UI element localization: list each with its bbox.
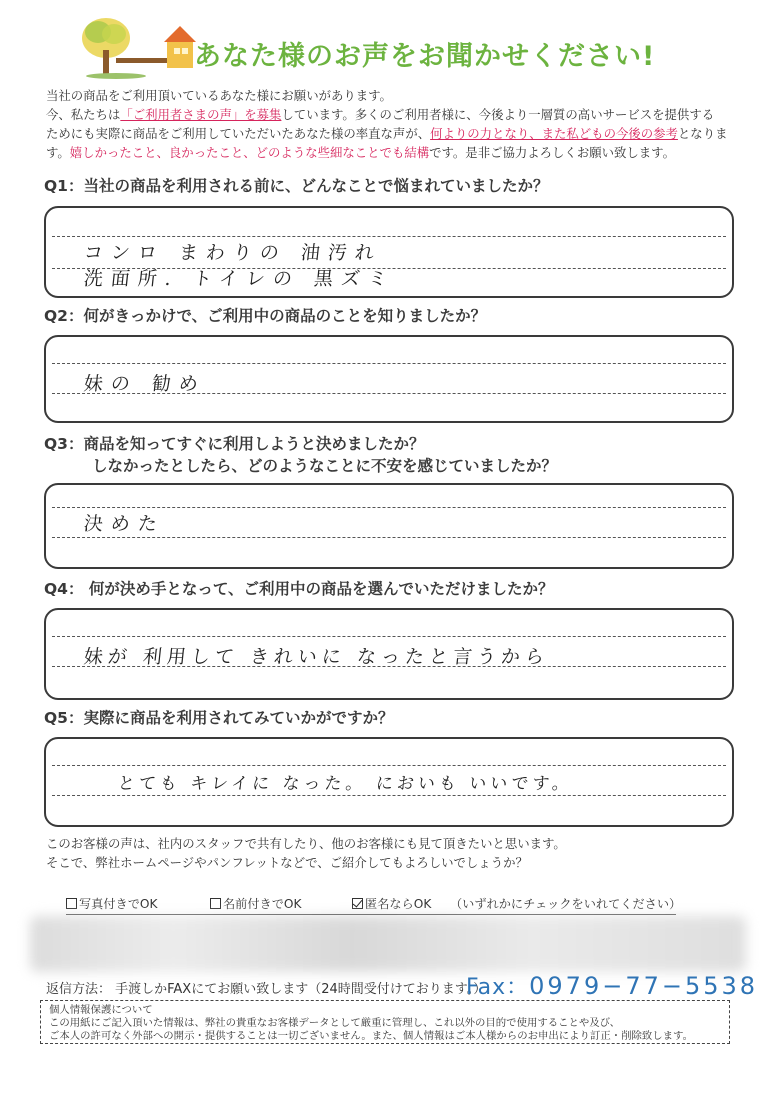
dashed-line: [52, 765, 726, 766]
answer-box-5[interactable]: [44, 737, 734, 827]
header: [70, 14, 750, 84]
answer-3-line-1: 決めた: [82, 513, 167, 535]
dashed-line: [52, 795, 726, 796]
consent-checkboxes: [66, 893, 682, 915]
checkbox-checked-icon: [352, 898, 363, 909]
question-2: Q2：何がきっかけで、ご利用中の商品のことを知りましたか？: [44, 307, 487, 325]
question-3: Q3：商品を知ってすぐに利用しようと決めましたか？: [44, 435, 425, 453]
checkbox-instruction: （いずれかにチェックをいれてください）: [450, 897, 682, 911]
note-line-2: そこで、弊社ホームページやパンフレットなどで、ご紹介してもよろしいでしょうか？: [46, 855, 528, 870]
question-4: Q4： 何が決め手となって、ご利用中の商品を選んでいただけましたか？: [44, 580, 554, 598]
intro-paragraph: [46, 86, 756, 162]
tree-house-logo-icon: [76, 14, 200, 80]
intro-line-4: す。嬉しかったこと、良かったこと、どのような些細なことでも結構です。是非ご協力よろしくお願い致します。: [46, 145, 675, 160]
dashed-line: [52, 507, 726, 508]
question-5: Q5：実際に商品を利用されてみていかがですか？: [44, 709, 394, 727]
answer-box-1[interactable]: [44, 206, 734, 298]
intro-line-3: ためにも実際に商品をご利用していただいたあなた様の率直な声が、何よりの力となり、また私どもの今後の参考となりま: [46, 126, 728, 141]
dashed-line: [52, 363, 726, 364]
dashed-line: [52, 236, 726, 237]
question-3-sub: しなかったとしたら、どのようなことに不安を感じていましたか？: [92, 457, 558, 475]
intro-line-1: 当社の商品をご利用頂いているあなた様にお願いがあります。: [46, 88, 392, 103]
fax-number: Fax：0979−77−5538: [466, 972, 759, 1000]
highlight-anything: 嬉しかったこと、良かったこと、どのような些細なことでも結構: [69, 145, 430, 160]
answer-1-line-2: 洗面所. トイレの 黒ズミ: [82, 268, 397, 290]
checkbox-empty-icon: [210, 898, 221, 909]
answer-box-4[interactable]: [44, 608, 734, 700]
note-line-1: このお客様の声は、社内のスタッフで共有したり、他のお客様にも見て頂きたいと思います。: [46, 836, 566, 851]
answer-4-line-1: 妹が 利用して きれいに なったと言うから: [82, 646, 551, 668]
dashed-line: [52, 537, 726, 538]
dashed-line: [52, 636, 726, 637]
privacy-line-2: ご本人の許可なく外部への開示・提供することは一切ございません。また、個人情報はご本人様からのお申出により訂正・削除致します。: [49, 1030, 694, 1042]
privacy-notice: [40, 1000, 730, 1044]
question-1: Q1：当社の商品を利用される前に、どんなことで悩まれていましたか？: [44, 177, 549, 195]
privacy-line-1: この用紙にご記入頂いた情報は、弊社の貴重なお客様データとして厳重に管理し、これ以外の目的で使用することや及び、: [49, 1017, 621, 1029]
checkbox-photo-ok[interactable]: 写真付きでOK: [66, 895, 158, 912]
answer-2-line-1: 妹の 勧め: [82, 373, 208, 395]
return-method: 返信方法： 手渡しかFAXにてお願い致します（24時間受付けております。）: [46, 982, 487, 997]
checkbox-name-ok[interactable]: 名前付きでOK: [210, 895, 302, 912]
intro-line-2: 今、私たちは「ご利用者さまの声」を募集しています。多くのご利用者様に、今後より一層質の高いサービスを提供する: [46, 107, 715, 122]
privacy-title: 個人情報保護について: [49, 1004, 153, 1016]
checkbox-empty-icon: [66, 898, 77, 909]
publication-note: [46, 834, 566, 872]
highlight-voice: 「ご利用者さまの声」を募集: [120, 107, 282, 122]
checkbox-anonymous-ok[interactable]: 匿名ならOK: [352, 895, 431, 912]
page-title: あなた様のお声をお聞かせください!: [194, 41, 656, 72]
answer-box-3[interactable]: [44, 483, 734, 569]
answer-box-2[interactable]: [44, 335, 734, 423]
blurred-personal-info: [30, 916, 746, 972]
answer-5-line-1: とても キレイに なった。 においも いいです。: [116, 774, 575, 794]
highlight-reference: 何よりの力となり、また私どもの今後の参考: [430, 126, 678, 141]
answer-1-line-1: コンロ まわりの 油汚れ: [82, 242, 384, 264]
